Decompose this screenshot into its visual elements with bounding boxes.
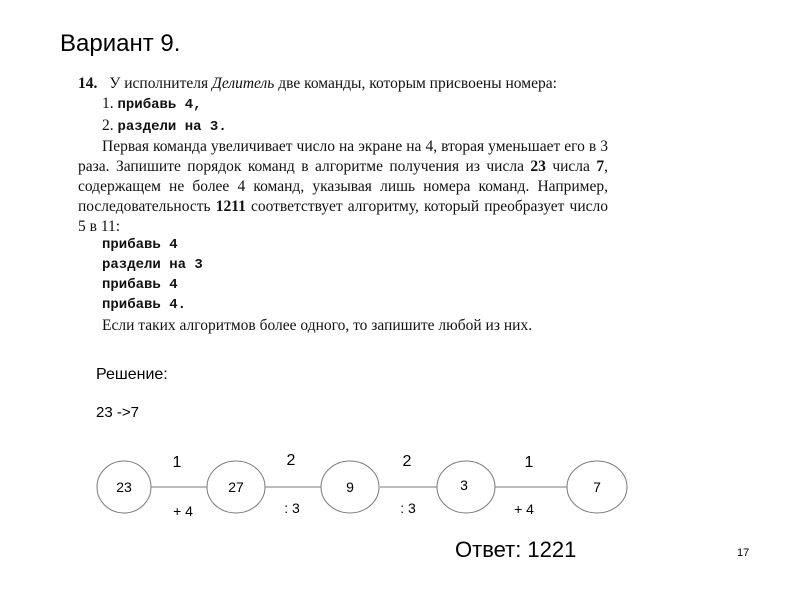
example-line-3: прибавь 4 [102, 276, 178, 293]
chain-node-5-label: 7 [593, 479, 601, 495]
example-line-2: раздели на 3 [102, 257, 203, 274]
chain-node-1-label: 23 [116, 479, 132, 495]
page-number: 17 [737, 547, 750, 559]
step-2-operation: : 3 [284, 500, 300, 516]
step-3-number: 2 [402, 453, 412, 470]
command-1-text: прибавь 4, [117, 96, 202, 113]
desc-b: числа [545, 158, 597, 176]
final-note: Если таких алгоритмов более одного, то запишите любой из них. [102, 316, 533, 334]
task-intro-a: У исполнителя [109, 75, 212, 92]
step-4-number: 1 [524, 454, 534, 471]
command-2-number: 2. [102, 116, 114, 134]
step-3-operation: : 3 [400, 500, 416, 516]
slide-title: Вариант 9. [60, 30, 181, 57]
desc-c: , содержащем не более 4 команд, указывая лишь номера команд. Например, последовательность [78, 158, 608, 215]
step-1-number: 1 [172, 454, 182, 471]
step-4-operation: + 4 [514, 501, 534, 517]
desc-example: 1211 [215, 197, 246, 215]
desc-d: соответствует алгоритму, который преобразует число 5 в 11: [78, 197, 608, 235]
task-number: 14. [78, 75, 98, 92]
example-line-4: прибавь 4. [102, 296, 187, 313]
step-1-operation: + 4 [173, 503, 193, 519]
command-1-number: 1. [102, 94, 114, 112]
example-line-1: прибавь 4 [102, 237, 178, 254]
command-2-text: раздели на 3. [117, 118, 227, 135]
desc-to: 7 [596, 158, 605, 176]
task-executor: Делитель [211, 75, 275, 92]
answer-text: Ответ: 1221 [455, 537, 577, 562]
chain-node-4-label: 3 [460, 477, 468, 493]
step-2-number: 2 [286, 452, 296, 469]
task-intro-b: две команды, которым присвоены номера: [274, 75, 557, 92]
desc-from: 23 [530, 158, 546, 176]
solution-path: 23 ->7 [96, 404, 139, 421]
chain-node-2-label: 27 [228, 479, 244, 495]
chain-node-3-label: 9 [346, 479, 354, 495]
solution-label: Решение: [96, 366, 168, 383]
desc-a: Первая команда увеличивает число на экране на 4, вторая уменьшает его в 3 раза. Запишите порядок команд в алгоритме получения из числа [78, 138, 608, 176]
